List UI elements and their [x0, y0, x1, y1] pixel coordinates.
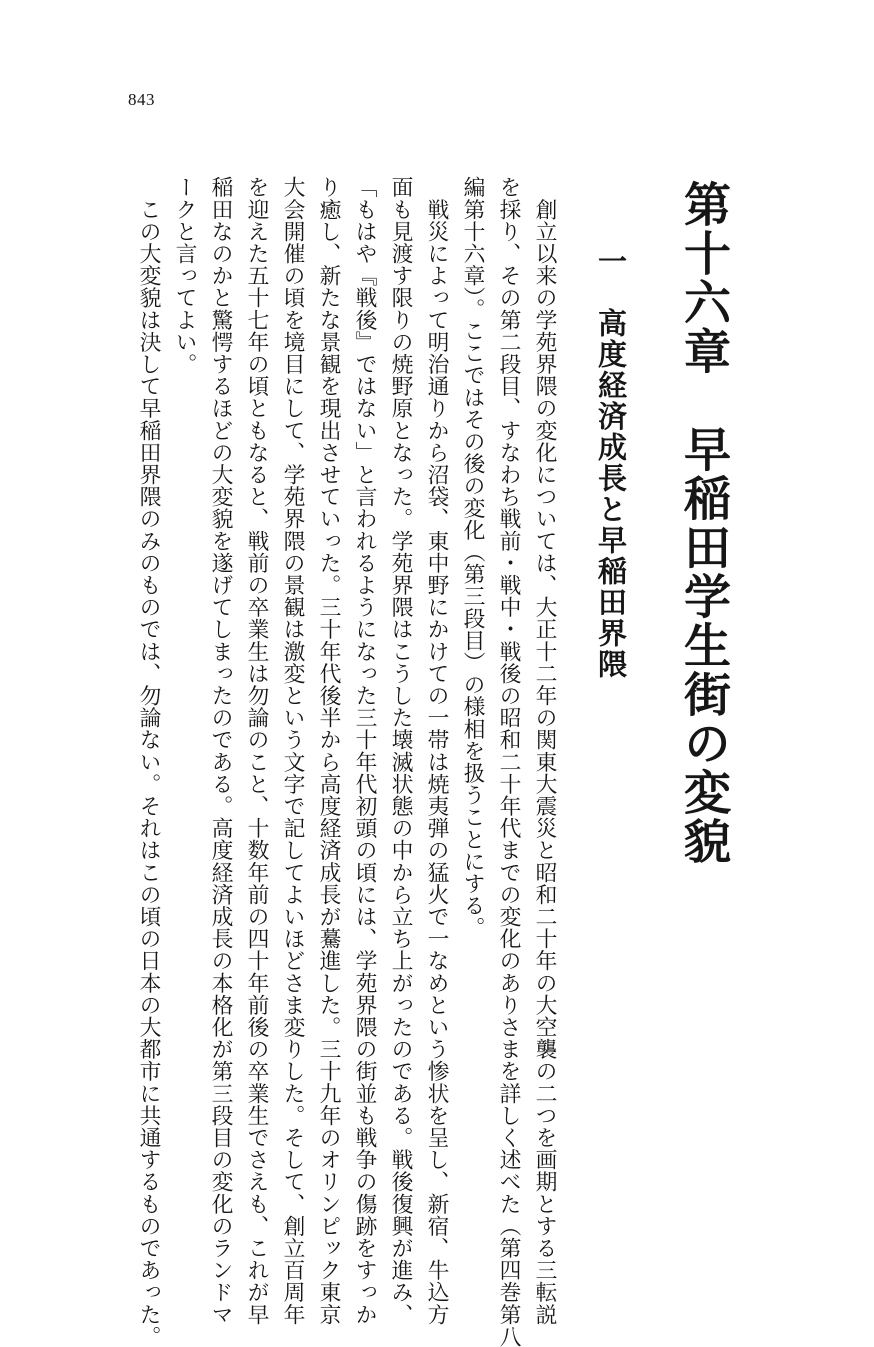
body-line: この大変貌は決して早稲田界隈のみのものでは、勿論ない。それはこの頃の日本の大都市に共通するものであった。: [136, 176, 161, 1347]
body-line: 「もはや『戦後』ではない」と言われるようになった三十年代初頭の頃には、学苑界隈の街並も戦争の傷跡をすっか: [352, 176, 377, 1326]
body-line: 戦災によって明治通りから沼袋、東中野にかけての一帯は焼夷弾の猛火で一なめという惨状を呈し、新宿、牛込方: [424, 176, 449, 1326]
section-title: 一 高度経済成長と早稲田界隈: [594, 246, 628, 680]
body-line: 創立以来の学苑界隈の変化については、大正十二年の関東大震災と昭和二十年の大空襲の二つを画期とする三転説: [532, 176, 557, 1326]
body-line: 面も見渡す限りの焼野原となった。学苑界隈はこうした壊滅状態の中から立ち上がったのである。戦後復興が進み、: [388, 176, 413, 1326]
page-number: 843: [128, 90, 155, 109]
body-line: り癒し、新たな景観を現出させていった。三十年代後半から高度経済成長が驀進した。三十九年のオリンピック東京: [316, 176, 341, 1326]
body-line: 稲田なのかと驚愕するほどの大変貌を遂げてしまったのである。高度経済成長の本格化が第三段目の変化のランドマ: [208, 176, 233, 1326]
body-line: ークと言ってよい。: [172, 176, 197, 375]
body-line: を迎えた五十七年の頃ともなると、戦前の卒業生は勿論のこと、十数年前の四十年前後の卒業生でさえも、これが早: [244, 176, 269, 1326]
body-line: 編第十六章）。ここではその後の変化（第三段目）の様相を扱うことにする。: [460, 176, 485, 939]
body-line: を採り、その第二段目、すなわち戦前・戦中・戦後の昭和二十年代までの変化のありさまを詳しく述べた（第四巻第八: [496, 176, 521, 1347]
body-line: 大会開催の頃を境目にして、学苑界隈の景観は激変という文字で記してよいほどさま変りした。そして、創立百周年: [280, 176, 305, 1326]
chapter-title: 第十六章 早稲田学生街の変貌: [676, 180, 731, 866]
